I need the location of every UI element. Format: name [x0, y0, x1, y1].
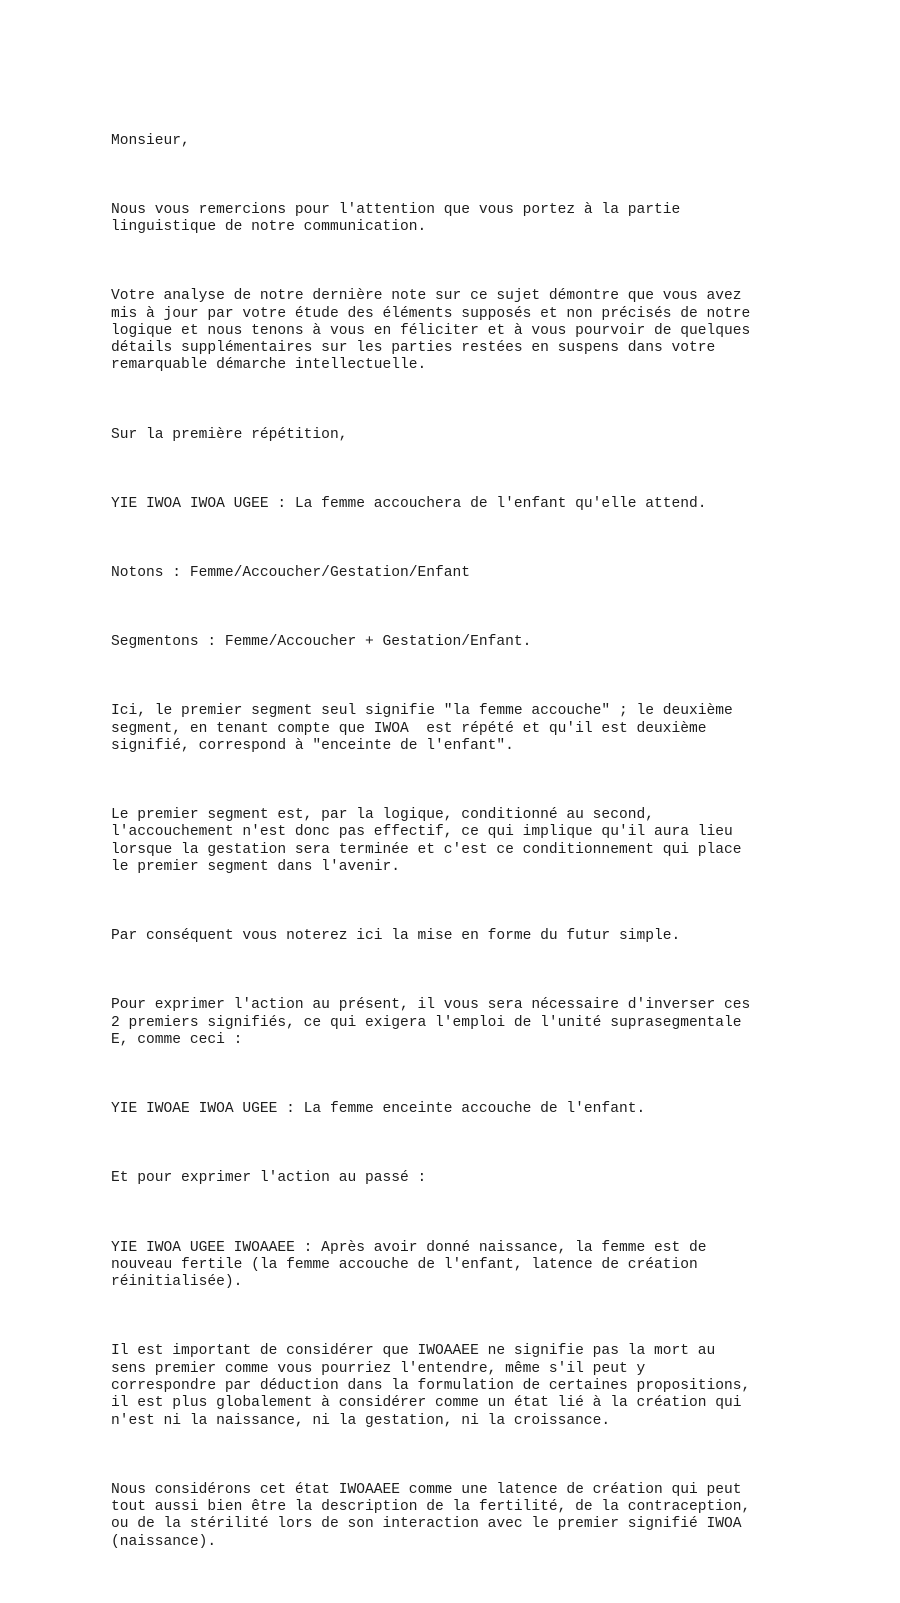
paragraph-future-simple: Par conséquent vous noterez ici la mise en forme du futur simple. [111, 928, 681, 945]
letter-body [111, 98, 831, 1603]
paragraph-thanks: Nous vous remercions pour l'attention que vous portez à la partie linguistique de notre communication. [111, 201, 681, 236]
paragraph-example-future: YIE IWOA IWOA UGEE : La femme accouchera de l'enfant qu'elle attend. [111, 495, 707, 512]
paragraph-example-past: YIE IWOA UGEE IWOAAEE : Après avoir donné naissance, la femme est de nouveau fertile (la femme accouche de l'enfant, latence de création réinitialisée). [111, 1239, 707, 1291]
paragraph-segmentons: Segmentons : Femme/Accoucher + Gestation/Enfant. [111, 634, 532, 651]
paragraph-present-action: Pour exprimer l'action au présent, il vous sera nécessaire d'inverser ces 2 premiers signifiés, ce qui exigera l'emploi de l'unité suprasegmentale E, comme ceci : [111, 997, 751, 1049]
paragraph-example-present: YIE IWOAE IWOA UGEE : La femme enceinte accouche de l'enfant. [111, 1101, 646, 1118]
paragraph-conditioning: Le premier segment est, par la logique, conditionné au second, l'accouchement n'est donc pas effectif, ce qui implique qu'il aura lieu lorsque la gestation sera terminée et c'est ce conditionnement qui place le premier segment dans l'avenir. [111, 807, 742, 876]
paragraph-latence: Nous considérons cet état IWOAAEE comme une latence de création qui peut tout aussi bien être la description de la fertilité, de la contraception, ou de la stérilité lors de son interaction avec le premier signifié IWOA (naissance). [111, 1481, 751, 1550]
salutation: Monsieur, [111, 132, 190, 149]
paragraph-notons: Notons : Femme/Accoucher/Gestation/Enfant [111, 565, 471, 582]
paragraph-past-action: Et pour exprimer l'action au passé : [111, 1170, 427, 1187]
paragraph-analysis: Votre analyse de notre dernière note sur ce sujet démontre que vous avez mis à jour par votre étude des éléments supposés et non précisés de notre logique et nous tenons à vous en féliciter et à vous pourvoir de quelques détails supplémentaires sur les parties restées en suspens dans votre remarquable démarche intellectuelle. [111, 288, 751, 374]
paragraph-first-repetition: Sur la première répétition, [111, 426, 348, 443]
paragraph-first-segment-meaning: Ici, le premier segment seul signifie "la femme accouche" ; le deuxième segment, en tenant compte que IWOA est répété et qu'il est deuxième signifié, correspond à "enceinte de l'enfant". [111, 703, 733, 754]
paragraph-iwoaaee-meaning: Il est important de considérer que IWOAAEE ne signifie pas la mort au sens premier comme vous pourriez l'entendre, même s'il peut y correspondre par déduction dans la formulation de certaines propositions, il est plus globalement à considérer comme un état lié à la création qui n'est ni la naissance, ni la gestation, ni la croissance. [111, 1343, 751, 1429]
